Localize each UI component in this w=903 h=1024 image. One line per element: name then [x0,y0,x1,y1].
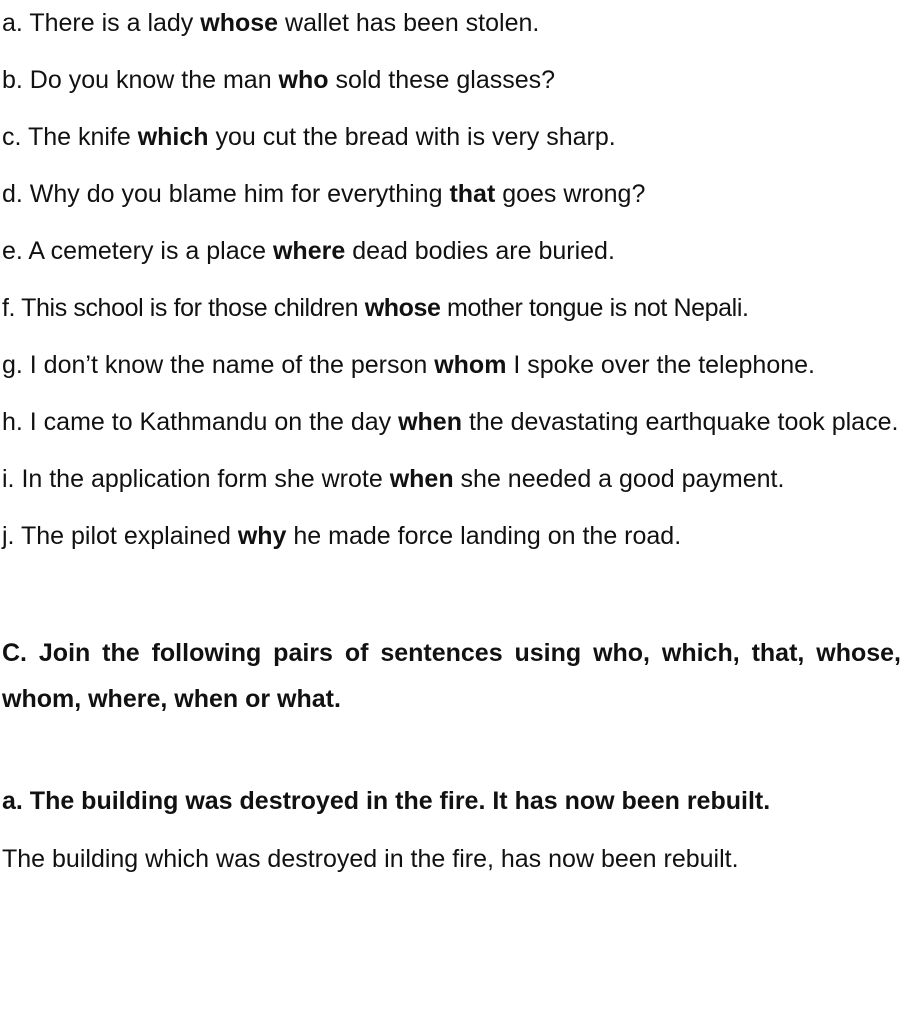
sentence-j: j. The pilot explained why he made force landing on the road. [2,522,682,550]
keyword: who [278,66,329,94]
keyword: whose [200,9,279,37]
keyword: which [137,123,209,151]
question-a: a. The building was destroyed in the fire. It has now been rebuilt. [2,787,771,815]
sentence-h: h. I came to Kathmandu on the day when the devastating earthquake took place. [2,408,899,436]
sentence-a: a. There is a lady whose wallet has been stolen. [2,9,540,37]
keyword: whom [434,351,507,379]
sentence-i: i. In the application form she wrote when she needed a good payment. [2,465,785,493]
example-sentences [2,0,901,559]
answer-a: The building which was destroyed in the fire, has now been rebuilt. [2,845,739,873]
keyword: when [398,408,462,436]
sentence-g: g. I don’t know the name of the person whom I spoke over the telephone. [2,351,815,379]
sentence-b: b. Do you know the man who sold these glasses? [2,66,556,94]
sentence-e: e. A cemetery is a place where dead bodies are buried. [2,237,615,265]
sentence-c: c. The knife which you cut the bread with is very sharp. [2,123,616,151]
keyword: that [449,180,496,208]
spacer [2,722,901,778]
spacer [2,570,901,630]
keyword: where [272,237,346,265]
keyword: when [389,465,454,493]
sentence-f: f. This school is for those children whose mother tongue is not Nepali. [2,294,749,322]
section-c-heading: C. Join the following pairs of sentences using who, which, that, whose, whom, where, when or what. [2,639,901,713]
document-page [2,0,901,882]
keyword: whose [364,294,441,322]
keyword: why [237,522,287,550]
sentence-d: d. Why do you blame him for everything that goes wrong? [2,180,646,208]
